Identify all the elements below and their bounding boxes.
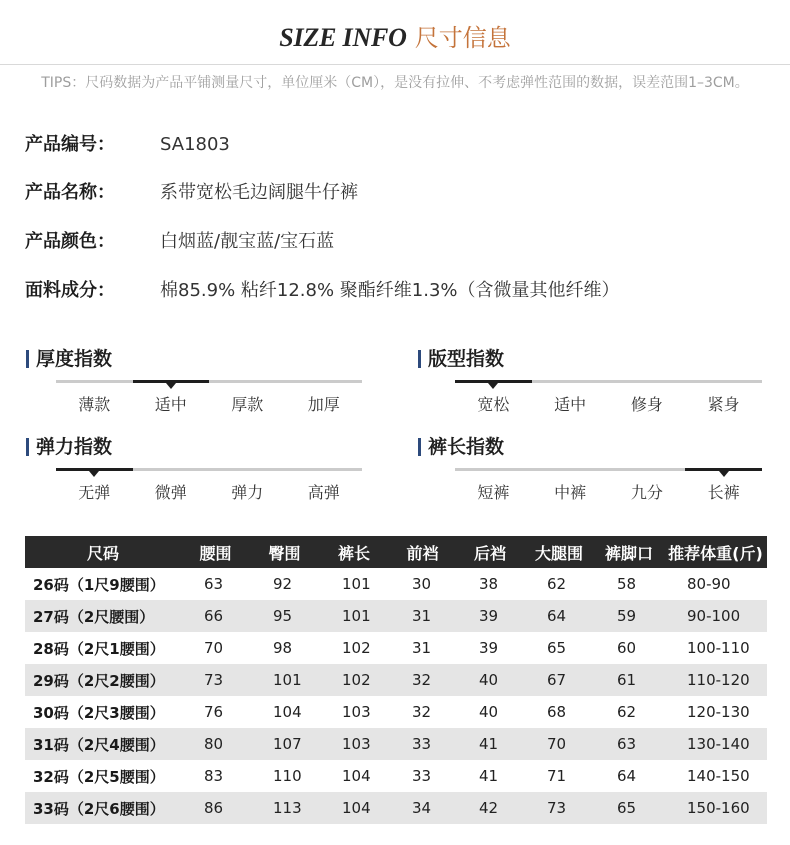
index-option: 短裤 xyxy=(477,483,510,502)
section-marker xyxy=(26,438,29,456)
cell-hip: 95 xyxy=(250,600,319,632)
product-color-row xyxy=(25,230,334,254)
cell-hip: 92 xyxy=(273,575,293,593)
stretch-scale-selected xyxy=(56,468,133,471)
product-name-row xyxy=(25,181,358,205)
thickness-index-title: 厚度指数 xyxy=(36,348,113,370)
cell-length: 102 xyxy=(342,639,371,657)
cell-size: 31码（2尺4腰围） xyxy=(25,728,181,760)
pointer-down-icon xyxy=(719,471,729,477)
cell-weight: 110-120 xyxy=(664,664,767,696)
index-option: 无弹 xyxy=(78,483,111,502)
index-option: 紧身 xyxy=(707,395,740,414)
cell-weight: 80-90 xyxy=(687,575,731,593)
col-header-weight: 推荐体重(斤) xyxy=(664,536,767,568)
length-index xyxy=(418,435,768,507)
cell-back-rise: 39 xyxy=(456,600,524,632)
cell-weight: 130-140 xyxy=(664,728,767,760)
product-code-row xyxy=(25,133,230,157)
cell-length: 103 xyxy=(342,703,371,721)
index-option: 弹力 xyxy=(231,483,264,502)
cell-back-rise: 38 xyxy=(479,575,499,593)
cell-back-rise: 42 xyxy=(456,792,524,824)
tips-note: TIPS：尺码数据为产品平铺测量尺寸，单位厘米（CM），是没有拉伸、不考虑弹性范围的数据，误差范围1–3CM。 xyxy=(41,75,749,91)
cell-size: 28码（2尺1腰围） xyxy=(33,639,165,658)
pointer-down-icon xyxy=(166,383,176,389)
index-option: 中裤 xyxy=(554,483,587,502)
title-divider xyxy=(0,64,790,65)
cell-hem: 60 xyxy=(617,639,637,657)
cell-waist: 66 xyxy=(181,600,250,632)
cell-size: 33码（2尺6腰围） xyxy=(25,792,181,824)
cell-size: 29码（2尺2腰围） xyxy=(25,664,181,696)
cell-back-rise: 39 xyxy=(479,639,499,657)
cell-hem: 64 xyxy=(617,767,637,785)
cell-hem: 65 xyxy=(594,792,664,824)
fit-scale-track xyxy=(455,380,762,383)
table-row xyxy=(25,696,767,728)
fit-index xyxy=(418,347,768,419)
index-option: 微弹 xyxy=(154,483,187,502)
cell-front-rise: 32 xyxy=(389,664,456,696)
cell-size: 30码（2尺3腰围） xyxy=(33,703,165,722)
index-option: 修身 xyxy=(630,395,663,414)
length-index-title: 裤长指数 xyxy=(428,436,505,458)
fit-index-title: 版型指数 xyxy=(428,348,505,370)
cell-hem: 59 xyxy=(594,600,664,632)
stretch-options xyxy=(56,483,362,503)
col-header-length: 裤长 xyxy=(319,536,389,568)
size-table xyxy=(25,536,767,824)
col-header-hip: 臀围 xyxy=(250,536,319,568)
fit-options xyxy=(455,395,762,415)
product-name-label: 产品名称： xyxy=(25,182,115,203)
cell-thigh: 64 xyxy=(524,600,594,632)
cell-weight: 90-100 xyxy=(664,600,767,632)
index-option: 厚款 xyxy=(231,395,264,414)
table-row xyxy=(25,792,767,824)
cell-back-rise: 40 xyxy=(479,703,499,721)
cell-length: 104 xyxy=(342,767,371,785)
stretch-index xyxy=(26,435,376,507)
pointer-down-icon xyxy=(488,383,498,389)
fabric-row xyxy=(25,279,620,303)
cell-back-rise: 40 xyxy=(456,664,524,696)
product-name-value: 系带宽松毛边阔腿牛仔裤 xyxy=(160,182,358,203)
product-color-label: 产品颜色： xyxy=(25,231,115,252)
cell-weight: 120-130 xyxy=(687,703,750,721)
cell-front-rise: 34 xyxy=(389,792,456,824)
length-options xyxy=(455,483,762,503)
length-scale-track xyxy=(455,468,762,471)
cell-back-rise: 41 xyxy=(456,728,524,760)
cell-hip: 104 xyxy=(273,703,302,721)
index-option: 九分 xyxy=(630,483,663,502)
fabric-value: 棉85.9% 粘纤12.8% 聚酯纤维1.3%（含微量其他纤维） xyxy=(160,280,620,301)
index-option: 薄款 xyxy=(78,395,111,414)
table-row xyxy=(25,664,767,696)
col-header-thigh: 大腿围 xyxy=(524,536,594,568)
cell-back-rise: 41 xyxy=(479,767,499,785)
cell-thigh: 73 xyxy=(524,792,594,824)
cell-front-rise: 32 xyxy=(412,703,432,721)
cell-thigh: 68 xyxy=(547,703,567,721)
index-option: 长裤 xyxy=(707,483,740,502)
table-row xyxy=(25,568,767,600)
cell-size: 27码（2尺腰围） xyxy=(25,600,181,632)
table-row xyxy=(25,632,767,664)
cell-front-rise: 31 xyxy=(412,639,432,657)
cell-hem: 61 xyxy=(594,664,664,696)
index-option: 宽松 xyxy=(477,395,510,414)
table-header-row xyxy=(25,536,767,568)
table-row xyxy=(25,728,767,760)
cell-waist: 63 xyxy=(204,575,224,593)
cell-length: 101 xyxy=(342,575,371,593)
cell-thigh: 67 xyxy=(524,664,594,696)
cell-size: 32码（2尺5腰围） xyxy=(33,767,165,786)
stretch-index-title: 弹力指数 xyxy=(36,436,113,458)
fabric-label: 面料成分： xyxy=(25,280,115,301)
cell-length: 104 xyxy=(319,792,389,824)
table-row xyxy=(25,760,767,792)
cell-thigh: 62 xyxy=(547,575,567,593)
cell-hip: 110 xyxy=(273,767,302,785)
cell-weight: 140-150 xyxy=(687,767,750,785)
col-header-back-rise: 后裆 xyxy=(456,536,524,568)
cell-hip: 107 xyxy=(250,728,319,760)
stretch-scale-track xyxy=(56,468,362,471)
index-option: 高弹 xyxy=(307,483,340,502)
section-marker xyxy=(418,350,421,368)
index-option: 适中 xyxy=(554,395,587,414)
cell-waist: 83 xyxy=(204,767,224,785)
cell-hip: 98 xyxy=(273,639,293,657)
length-scale-selected xyxy=(685,468,762,471)
index-option: 加厚 xyxy=(307,395,340,414)
cell-front-rise: 30 xyxy=(412,575,432,593)
cell-hip: 113 xyxy=(250,792,319,824)
product-code-label: 产品编号： xyxy=(25,134,115,155)
cell-weight: 150-160 xyxy=(664,792,767,824)
cell-waist: 70 xyxy=(204,639,224,657)
cell-thigh: 71 xyxy=(547,767,567,785)
cell-hem: 63 xyxy=(594,728,664,760)
cell-front-rise: 33 xyxy=(412,767,432,785)
page-title-cn: 尺寸信息 xyxy=(414,24,511,52)
table-row xyxy=(25,600,767,632)
cell-size: 26码（1尺9腰围） xyxy=(33,575,165,594)
cell-waist: 73 xyxy=(181,664,250,696)
cell-hem: 62 xyxy=(617,703,637,721)
col-header-hem: 裤脚口 xyxy=(594,536,664,568)
product-code-value: SA1803 xyxy=(160,134,230,155)
cell-waist: 86 xyxy=(181,792,250,824)
page-title-en: SIZE INFO xyxy=(279,23,407,52)
cell-length: 101 xyxy=(319,600,389,632)
thickness-options xyxy=(56,395,362,415)
fit-scale-selected xyxy=(455,380,532,383)
cell-length: 103 xyxy=(319,728,389,760)
cell-waist: 80 xyxy=(181,728,250,760)
col-header-waist: 腰围 xyxy=(181,536,250,568)
page-title xyxy=(0,22,790,54)
thickness-index xyxy=(26,347,376,419)
col-header-front-rise: 前裆 xyxy=(389,536,456,568)
thickness-scale-selected xyxy=(133,380,210,383)
cell-waist: 76 xyxy=(204,703,224,721)
cell-thigh: 65 xyxy=(547,639,567,657)
cell-thigh: 70 xyxy=(524,728,594,760)
cell-hem: 58 xyxy=(617,575,637,593)
product-color-value: 白烟蓝/靓宝蓝/宝石蓝 xyxy=(160,231,335,252)
section-marker xyxy=(418,438,421,456)
cell-hip: 101 xyxy=(250,664,319,696)
section-marker xyxy=(26,350,29,368)
cell-front-rise: 33 xyxy=(389,728,456,760)
col-header-size: 尺码 xyxy=(25,536,181,568)
index-option: 适中 xyxy=(154,395,187,414)
cell-length: 102 xyxy=(319,664,389,696)
cell-weight: 100-110 xyxy=(687,639,750,657)
cell-front-rise: 31 xyxy=(389,600,456,632)
pointer-down-icon xyxy=(89,471,99,477)
thickness-scale-track xyxy=(56,380,362,383)
